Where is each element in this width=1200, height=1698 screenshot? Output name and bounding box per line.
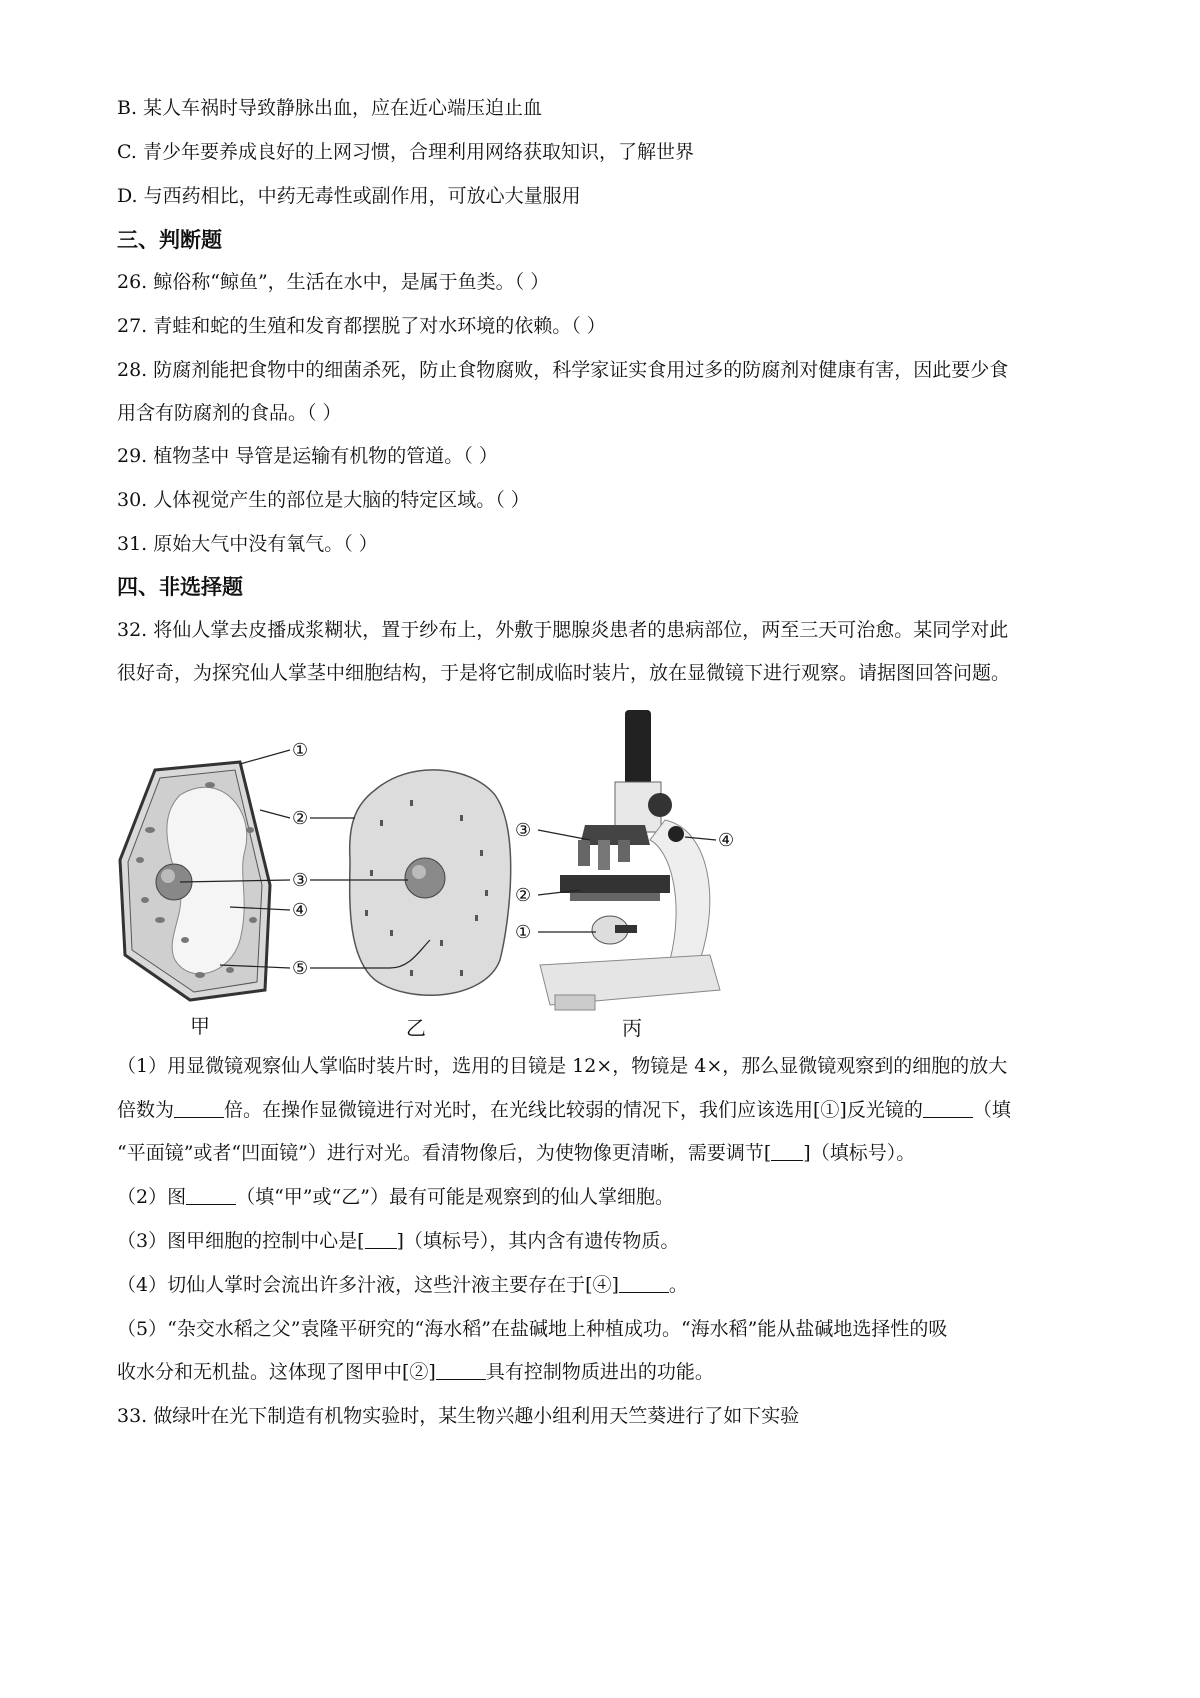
question-26: 26. 鲸俗称“鲸鱼”，生活在水中，是属于鱼类。（ ） (117, 271, 550, 293)
sub2 (117, 1184, 1097, 1210)
sub3-a: （3）图甲细胞的控制中心是[ (117, 1230, 365, 1252)
label-c-2: ② (515, 885, 532, 906)
sub4-b: 。 (668, 1274, 688, 1296)
question-29: 29. 植物茎中 导管是运输有机物的管道。（ ） (117, 445, 498, 467)
question-32-line1: 32. 将仙人掌去皮播成浆糊状，置于纱布上，外敷于腮腺炎患者的患病部位，两至三天可治愈。某同学对此 (117, 619, 1009, 641)
label-a-2: ② (292, 808, 309, 829)
figure-cells-microscope (110, 700, 870, 1050)
sub1-line2-c: （填 (972, 1099, 1011, 1121)
sub1-line3-a: “平面镜”或者“凹面镜”）进行对光。看清物像后，为使物像更清晰，需要调节[ (117, 1142, 772, 1164)
sub5-line1: （5）“杂交水稻之父”袁隆平研究的“海水稻”在盐碱地上种植成功。“海水稻”能从盐碱地选择性的吸 (117, 1318, 948, 1340)
sub3-b: ]（填标号），其内含有遗传物质。 (396, 1230, 680, 1252)
sub5-line2 (117, 1359, 1097, 1385)
label-a-4: ④ (292, 900, 309, 921)
sub1-line3-b: ]（填标号）。 (803, 1142, 916, 1164)
answer-blank-magnification[interactable] (174, 1097, 224, 1118)
sub1-line1: （1）用显微镜观察仙人掌临时装片时，选用的目镜是 12×，物镜是 4×，那么显微镜观察到的细胞的放大 (117, 1055, 1008, 1077)
answer-blank-mirror[interactable] (923, 1097, 973, 1118)
answer-blank-control-center[interactable] (365, 1228, 397, 1249)
sub5-line2-a: 收水分和无机盐。这体现了图甲中[②] (117, 1361, 436, 1383)
sub1-line2 (117, 1097, 1097, 1123)
caption-yi: 乙 (406, 1016, 426, 1040)
sub2-a: （2）图 (117, 1186, 187, 1208)
answer-blank-figure[interactable] (186, 1184, 236, 1205)
sub1-line2-a: 倍数为 (117, 1099, 175, 1121)
label-a-1: ① (292, 740, 309, 761)
sub4 (117, 1272, 1097, 1298)
question-33-line1: 33. 做绿叶在光下制造有机物实验时，某生物兴趣小组利用天竺葵进行了如下实验 (117, 1405, 800, 1427)
sub5-line2-b: 具有控制物质进出的功能。 (485, 1361, 714, 1383)
answer-blank-membrane[interactable] (436, 1359, 486, 1380)
option-b: B. 某人车祸时导致静脉出血，应在近心端压迫止血 (117, 97, 543, 119)
section-title-judge: 三、判断题 (117, 228, 222, 252)
option-d: D. 与西药相比，中药无毒性或副作用，可放心大量服用 (117, 185, 581, 207)
answer-blank-adjust[interactable] (771, 1140, 803, 1161)
caption-jia: 甲 (190, 1014, 210, 1038)
sub2-b: （填“甲”或“乙”）最有可能是观察到的仙人掌细胞。 (236, 1186, 674, 1208)
sub4-a: （4）切仙人掌时会流出许多汁液，这些汁液主要存在于[④] (117, 1274, 619, 1296)
label-a-5: ⑤ (292, 958, 309, 979)
sub3 (117, 1228, 1097, 1254)
label-c-3: ③ (515, 820, 532, 841)
section-title-nonchoice: 四、非选择题 (117, 575, 243, 599)
sub1-line3 (117, 1140, 1097, 1166)
question-27: 27. 青蛙和蛇的生殖和发育都摆脱了对水环境的依赖。（ ） (117, 315, 606, 337)
caption-bing: 丙 (622, 1016, 642, 1040)
label-a-3: ③ (292, 870, 309, 891)
label-c-1: ① (515, 922, 532, 943)
sub1-line2-b: 倍。在操作显微镜进行对光时，在光线比较弱的情况下，我们应该选用[①]反光镜的 (224, 1099, 923, 1121)
microscope-diagram (540, 710, 720, 1010)
animal-cell-diagram (350, 770, 511, 995)
question-30: 30. 人体视觉产生的部位是大脑的特定区域。（ ） (117, 489, 530, 511)
question-28-line1: 28. 防腐剂能把食物中的细菌杀死，防止食物腐败，科学家证实食用过多的防腐剂对健康有害，因此要少食 (117, 359, 1009, 381)
question-31: 31. 原始大气中没有氧气。（ ） (117, 533, 378, 555)
question-28-line2: 用含有防腐剂的食品。（ ） (117, 402, 342, 424)
option-c: C. 青少年要养成良好的上网习惯，合理利用网络获取知识，了解世界 (117, 141, 694, 163)
label-c-4: ④ (718, 830, 735, 851)
question-32-line2: 很好奇，为探究仙人掌茎中细胞结构，于是将它制成临时装片，放在显微镜下进行观察。请据图回答问题。 (117, 662, 1011, 684)
answer-blank-vacuole[interactable] (619, 1272, 669, 1293)
